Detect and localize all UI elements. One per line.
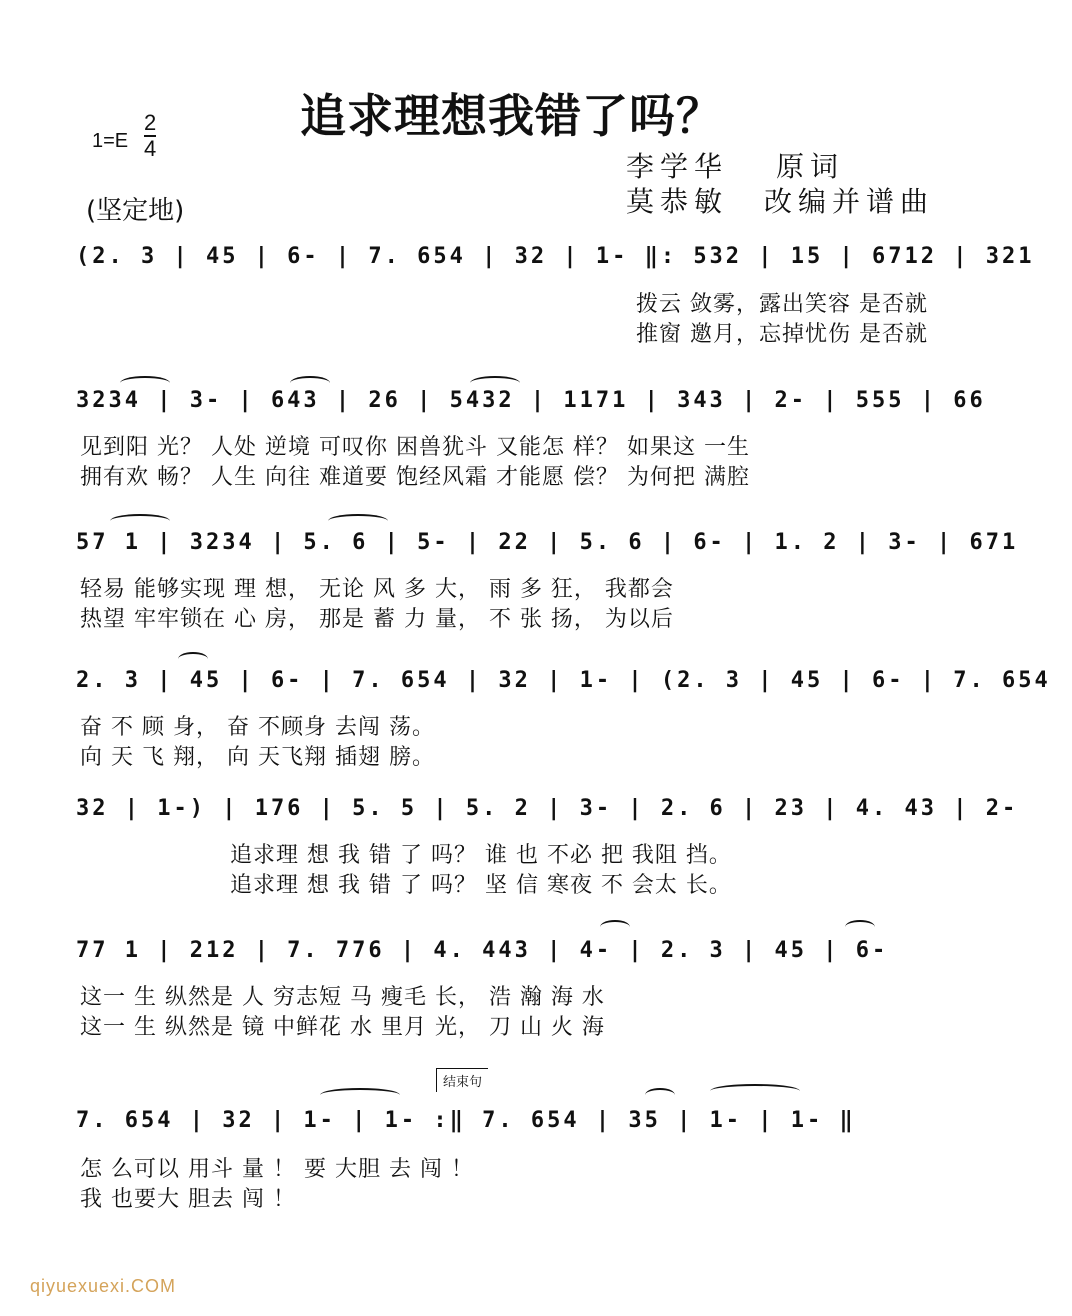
notation-system-6: 77 1 | 212 | 7. 776 | 4. 443 | 4- | 2. 3 | 45 | 6-	[76, 938, 889, 963]
lyric-line: 奋 不 顾 身， 奋 不顾身 去闯 荡。	[80, 715, 435, 740]
notation-system-3: 57 1 | 3234 | 5. 6 | 5- | 22 | 5. 6 | 6- | 1. 2 | 3- | 671	[76, 530, 1019, 555]
lyric-line: 热望 牢牢锁在 心 房， 那是 蓄 力 量， 不 张 扬， 为以后	[80, 607, 674, 632]
time-signature-bottom: 4	[144, 136, 157, 161]
time-signature-top: 2	[144, 110, 157, 135]
lyric-line: 见到阳 光？ 人处 逆境 可叹你 困兽犹斗 又能怎 样？ 如果这 一生	[80, 435, 750, 460]
credit-name: 莫恭敏	[626, 185, 729, 218]
key-signature: 1=E	[92, 130, 129, 152]
lyric-line: 拨云 敛雾，露出笑容 是否就	[636, 292, 928, 317]
lyric-line: 这一 生 纵然是 人 穷志短 马 瘦毛 长， 浩 瀚 海 水	[80, 985, 605, 1010]
notation-system-7: 7. 654 | 32 | 1- | 1- :‖ 7. 654 | 35 | 1- | 1- ‖	[76, 1108, 856, 1133]
ending-label: 结束句	[436, 1068, 488, 1092]
lyric-line: 轻易 能够实现 理 想， 无论 风 多 大， 雨 多 狂， 我都会	[80, 577, 674, 602]
slur-mark	[290, 376, 330, 390]
time-signature	[144, 112, 156, 160]
lyric-line: 追求理 想 我 错 了 吗？ 谁 也 不必 把 我阻 挡。	[230, 843, 732, 868]
slur-mark	[110, 514, 170, 528]
notation-system-5: 32 | 1-) | 176 | 5. 5 | 5. 2 | 3- | 2. 6 | 23 | 4. 43 | 2-	[76, 796, 1019, 821]
slur-mark	[320, 1088, 400, 1102]
lyric-line: 推窗 邀月，忘掉忧伤 是否就	[636, 322, 928, 347]
lyric-line: 追求理 想 我 错 了 吗？ 坚 信 寒夜 不 会太 长。	[230, 873, 732, 898]
lyric-line: 我 也要大 胆去 闯 ！	[80, 1187, 296, 1212]
slur-mark	[710, 1084, 800, 1098]
lyric-line: 这一 生 纵然是 镜 中鲜花 水 里月 光， 刀 山 火 海	[80, 1015, 605, 1040]
tempo-marking: (坚定地)	[86, 196, 185, 226]
slur-mark	[120, 376, 170, 390]
credit-role: 原词	[776, 150, 845, 183]
slur-mark	[845, 920, 875, 934]
notation-system-1: (2. 3 | 45 | 6- | 7. 654 | 32 | 1- ‖: 532 | 15 | 6712 | 321	[76, 244, 1035, 269]
lyric-line: 向 天 飞 翔， 向 天飞翔 插翅 膀。	[80, 745, 435, 770]
credit-name: 李学华	[626, 150, 729, 183]
lyric-line: 拥有欢 畅？ 人生 向往 难道要 饱经风霜 才能愿 偿？ 为何把 满腔	[80, 465, 750, 490]
notation-system-2: 3234 | 3- | 643 | 26 | 5432 | 1171 | 343 | 2- | 555 | 66	[76, 388, 986, 413]
notation-system-4: 2. 3 | 45 | 6- | 7. 654 | 32 | 1- | (2. 3 | 45 | 6- | 7. 654	[76, 668, 1051, 693]
slur-mark	[328, 514, 388, 528]
lyric-line: 怎 么可以 用斗 量 ！ 要 大胆 去 闯 ！	[80, 1157, 474, 1182]
credit-composer	[626, 180, 934, 220]
credit-role: 改编并谱曲	[764, 185, 935, 218]
credit-lyricist	[626, 145, 844, 185]
slur-mark	[178, 652, 208, 666]
slur-mark	[470, 376, 520, 390]
slur-mark	[645, 1088, 675, 1102]
song-title: 追求理想我错了吗？	[300, 89, 723, 143]
watermark: qiyuexuexi.COM	[30, 1276, 177, 1296]
slur-mark	[600, 920, 630, 934]
